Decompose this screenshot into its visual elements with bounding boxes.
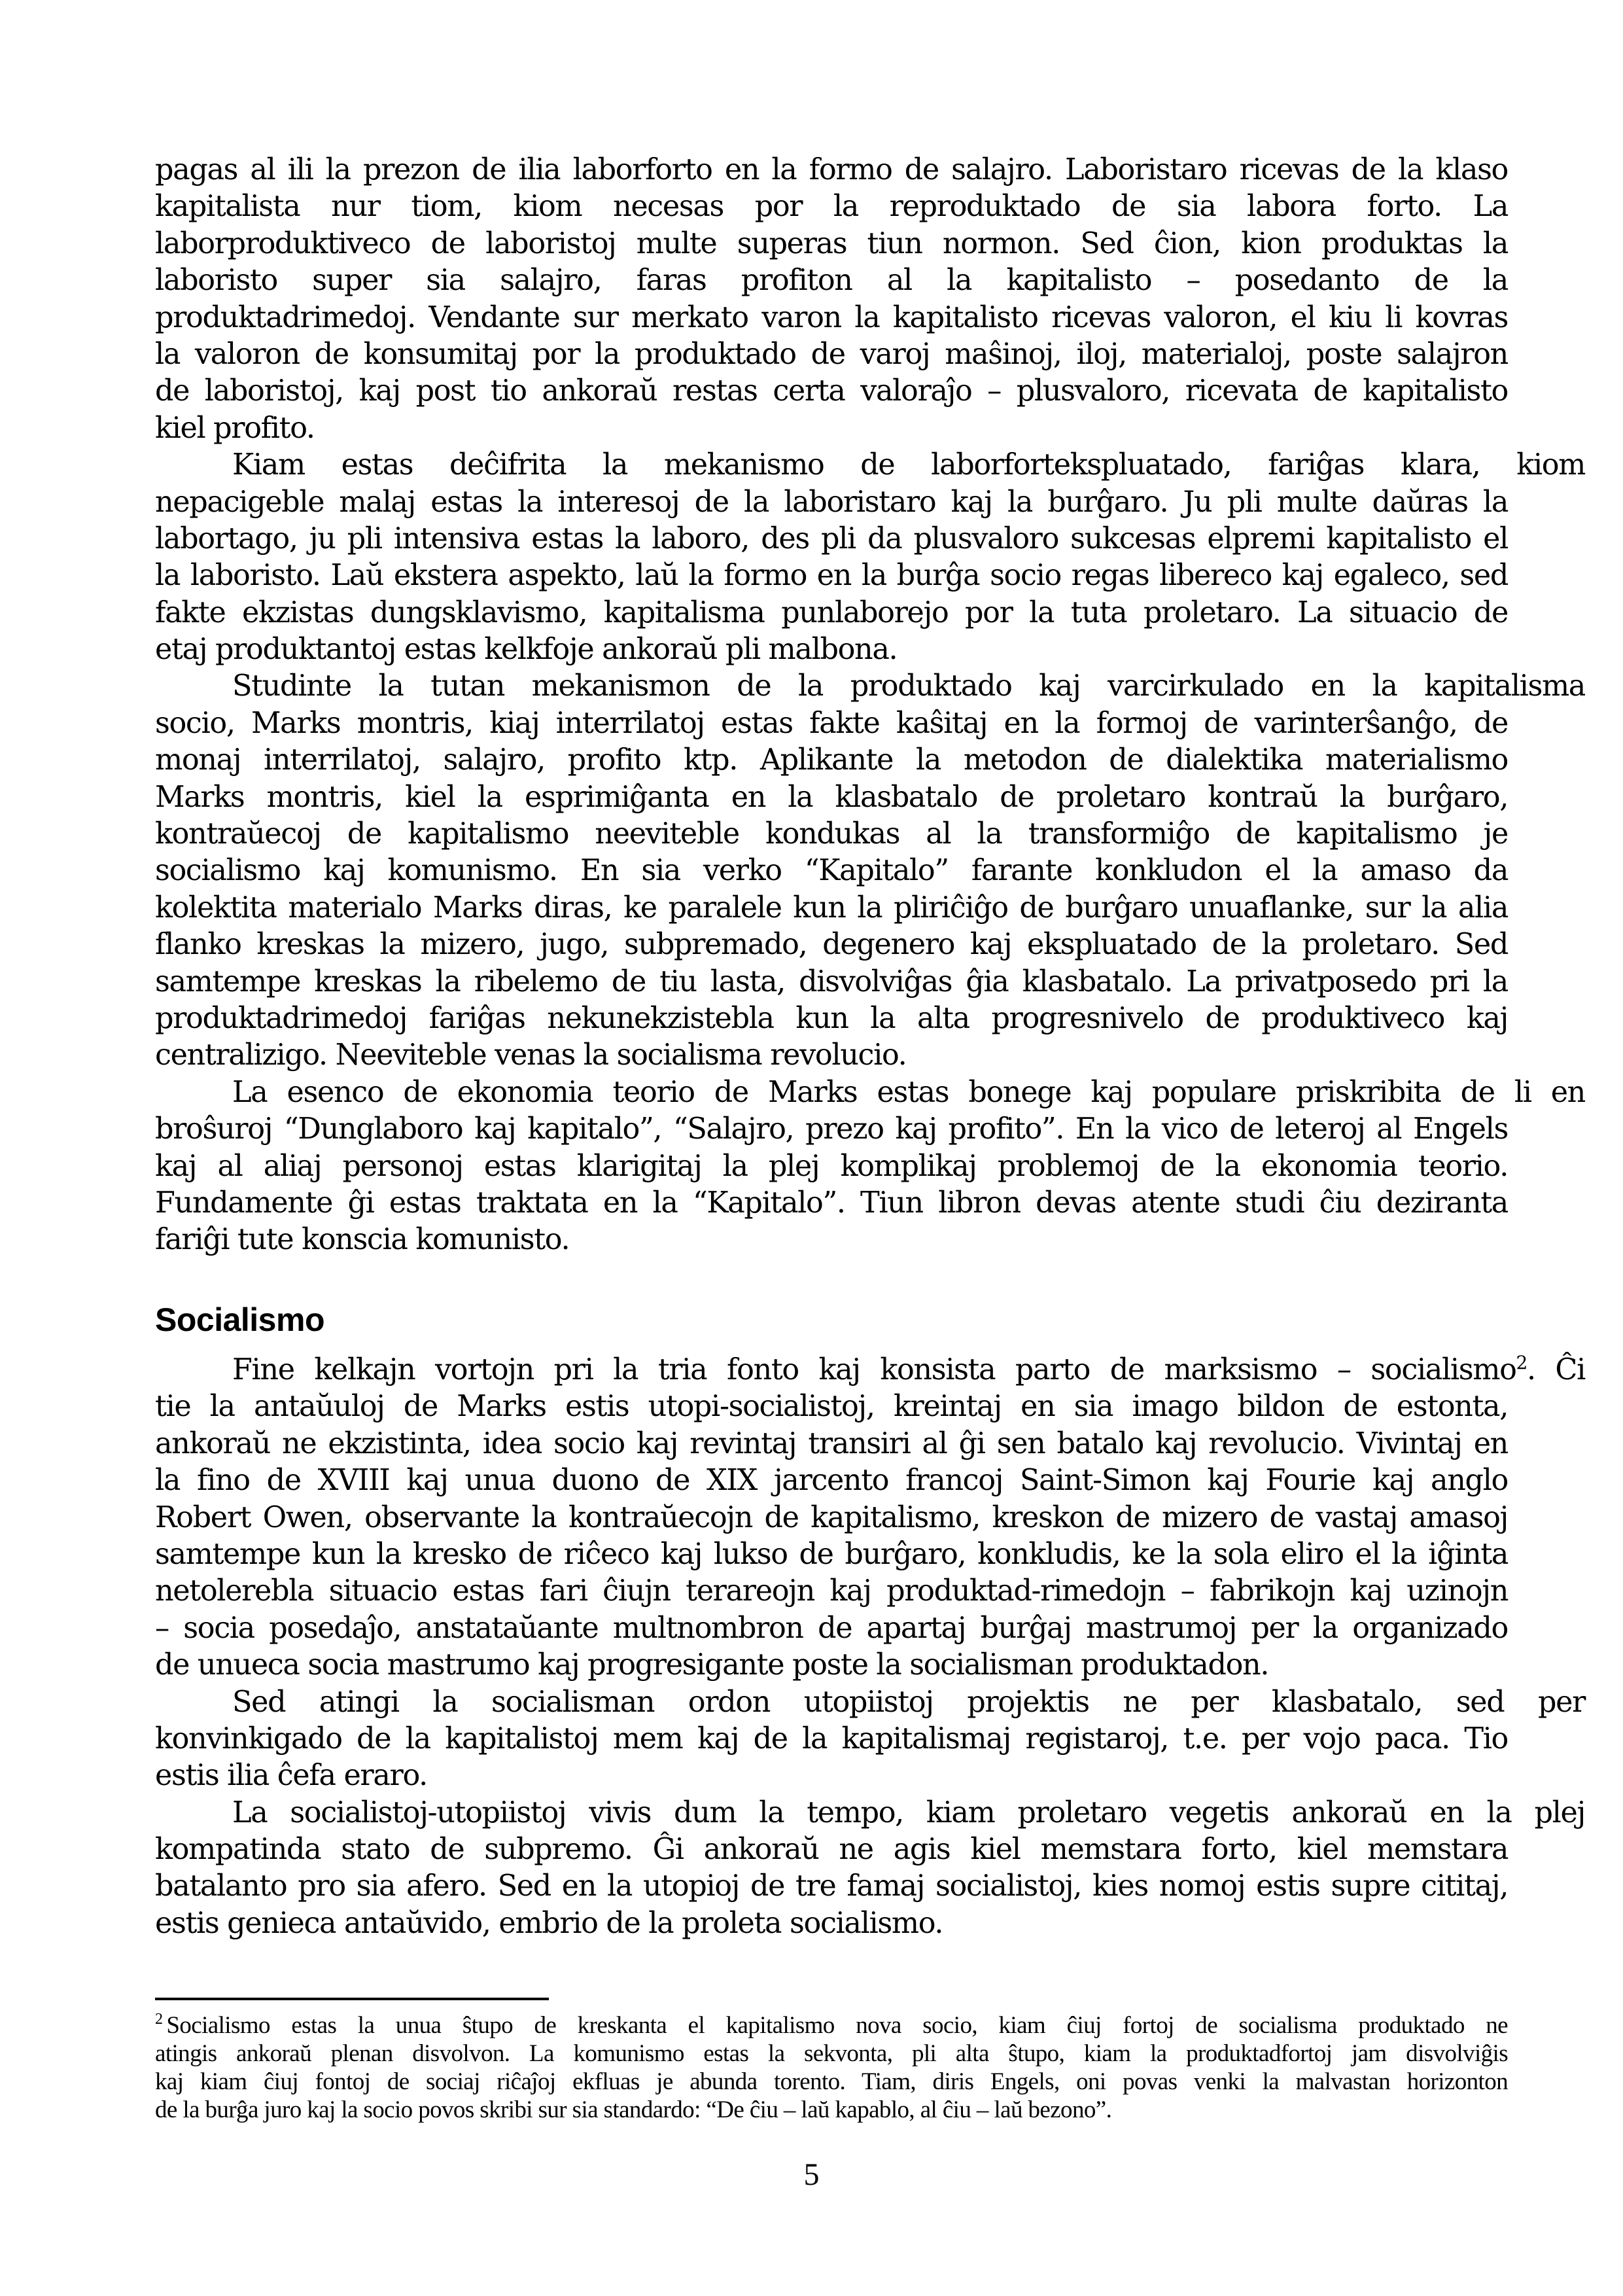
page-number: 5 — [803, 2157, 820, 2192]
text-line: kompatinda stato de subpremo. Ĝi ankoraŭ ne agis kiel memstara forto, kiel memstara — [155, 1833, 1508, 1867]
text-line: Robert Owen, observante la kontraŭecojn de kapitalismo, kreskon de mizero de vastaj amasoj — [155, 1500, 1508, 1534]
text-line: – socia posedaĵo, anstataŭante multnombron de apartaj burĝaj mastrumoj per la organizado — [155, 1611, 1508, 1645]
text-line: laborproduktiveco de laboristoj multe superas tiun normon. Sed ĉion, kion produktas la — [155, 226, 1508, 260]
text-line: tie la antaŭuloj de Marks estis utopi-socialistoj, kreintaj en sia imago bildon de estonta, — [155, 1390, 1508, 1424]
text-line: netolerebla situacio estas fari ĉiujn terareojn kaj produktad-rimedojn – fabrikojn kaj uzinojn — [155, 1574, 1508, 1608]
text-line: batalanto pro sia afero. Sed en la utopioj de tre famaj socialistoj, kies nomoj estis supre cititaj, — [155, 1869, 1508, 1903]
footnote-reference[interactable]: 2 — [1516, 1352, 1527, 1373]
footnote-mark: 2 — [155, 2011, 163, 2028]
text-line — [155, 1352, 1585, 1388]
footnote-line: atingis ankoraŭ plenan disvolvon. La komunismo estas la sekvonta, pli alta ŝtupo, kiam la produktadfortoj jam disvolviĝis — [155, 2040, 1508, 2067]
text-line: flanko kreskas la mizero, jugo, subpremado, degenero kaj ekspluatado de la proletaro. Sed — [155, 928, 1508, 962]
footnote-line: kaj kiam ĉiuj fontoj de sociaj riĉaĵoj ekfluas je abunda torento. Tiam, diris Engels, oni povas venki la malvastan horizonton — [155, 2068, 1508, 2095]
text-line: la fino de XVIII kaj unua duono de XIX jarcento francoj Saint-Simon kaj Fourie kaj anglo — [155, 1464, 1508, 1498]
paragraph-continuation — [155, 1388, 1508, 1684]
text-line: monaj interrilatoj, salajro, profito ktp. Aplikante la metodon de dialektika materialismo — [155, 743, 1508, 777]
paragraph — [155, 447, 1585, 668]
text-line: fakte ekzistas dungsklavismo, kapitalisma punlaborejo por la tuta proletaro. La situacio de — [155, 595, 1508, 629]
paragraph — [155, 152, 1508, 447]
footnote — [155, 2011, 1508, 2124]
text-line: produktadrimedoj fariĝas nekunekzistebla kun la alta progresnivelo de produktiveco kaj — [155, 1001, 1508, 1035]
text-line: kontraŭecoj de kapitalismo neeviteble kondukas al la transformiĝo de kapitalismo je — [155, 817, 1508, 851]
text-line: Studinte la tutan mekanismon de la produktado kaj varcirkulado en la kapitalisma — [232, 669, 1585, 703]
text-line: fariĝi tute konscia komunisto. — [155, 1223, 570, 1257]
text-fragment: Socialismo estas la unua ŝtupo de kreskanta el kapitalismo nova socio, kiam ĉiuj fortoj de socialisma produktado ne — [166, 2012, 1508, 2039]
text-line: kolektita materialo Marks diras, ke paralele kun la pliriĉiĝo de burĝaro unuaflanke, sur la alia — [155, 891, 1508, 925]
text-line: de unueca socia mastrumo kaj progresigante poste la socialisman produktadon. — [155, 1648, 1269, 1682]
text-line: labortago, ju pli intensiva estas la laboro, des pli da plusvaloro sukcesas elpremi kapitalisto el — [155, 521, 1508, 556]
footnote-line — [155, 2011, 1508, 2040]
section-heading-socialismo: Socialismo — [155, 1301, 324, 1338]
paragraph — [155, 1352, 1585, 1684]
text-line: kaj al aliaj personoj estas klarigitaj la plej komplikaj problemoj de la ekonomia teorio. — [155, 1149, 1508, 1183]
text-line: La socialistoj-utopiistoj vivis dum la tempo, kiam proletaro vegetis ankoraŭ en la plej — [232, 1795, 1585, 1829]
paragraph — [155, 1795, 1585, 1943]
text-line: estis ilia ĉefa eraro. — [155, 1759, 427, 1793]
text-line: la laboristo. Laŭ ekstera aspekto, laŭ la formo en la burĝa socio regas libereco kaj egaleco, sed — [155, 559, 1508, 593]
text-fragment: . Ĉi — [1526, 1353, 1585, 1386]
text-line: etaj produktantoj estas kelkfoje ankoraŭ pli malbona. — [155, 633, 898, 667]
text-line: Marks montris, kiel la esprimiĝanta en la klasbatalo de proletaro kontraŭ la burĝaro, — [155, 780, 1508, 814]
text-line: estis genieca antaŭvido, embrio de la proleta socialismo. — [155, 1906, 943, 1940]
text-line: produktadrimedoj. Vendante sur merkato varon la kapitalisto ricevas valoron, el kiu li kovras — [155, 300, 1508, 334]
paragraph — [155, 1684, 1585, 1795]
footnote-line: de la burĝa juro kaj la socio povos skribi sur sia standardo: “De ĉiu – laŭ kapablo, al ĉiu – laŭ bezono”. — [155, 2096, 1112, 2123]
text-line: de laboristoj, kaj post tio ankoraŭ restas certa valoraĵo – plusvaloro, ricevata de kapitalisto — [155, 374, 1508, 408]
text-line: pagas al ili la prezon de ilia laborforto en la formo de salajro. Laboristaro ricevas de la klaso — [155, 153, 1508, 186]
paragraph-group — [155, 1684, 1585, 1943]
text-line: socio, Marks montris, kiaj interrilatoj estas fakte kaŝitaj en la formoj de varinterŝanĝo, de — [155, 706, 1508, 740]
text-line: ankoraŭ ne ekzistinta, idea socio kaj revintaj transiri al ĝi sen batalo kaj revolucio. Vivintaj en — [155, 1426, 1508, 1460]
text-fragment: Fine kelkajn vortojn pri la tria fonto kaj konsista parto de marksismo – socialismo — [232, 1353, 1516, 1386]
text-line: Fundamente ĝi estas traktata en la “Kapitalo”. Tiun libron devas atente studi ĉiu deziranta — [155, 1186, 1508, 1220]
text-line: samtempe kun la kresko de riĉeco kaj lukso de burĝaro, konkludis, ke la sola eliro el la iĝinta — [155, 1537, 1508, 1571]
text-line: nepacigeble malaj estas la interesoj de la laboristaro kaj la burĝaro. Ju pli multe daŭras la — [155, 485, 1508, 519]
section-socialism — [155, 1352, 1585, 1942]
text-line: konvinkigado de la kapitalistoj mem kaj de la kapitalismaj registaroj, t.e. per vojo paca. Tio — [155, 1722, 1508, 1756]
text-line: kapitalista nur tiom, kiom necesas por la reproduktado de sia labora forto. La — [155, 190, 1508, 224]
text-line: centralizigo. Neeviteble venas la socialisma revolucio. — [155, 1038, 907, 1072]
footnote-continuation — [155, 2040, 1508, 2124]
text-line: samtempe kreskas la ribelemo de tiu lasta, disvolviĝas ĝia klasbatalo. La privatposedo pri la — [155, 964, 1508, 998]
text-line: Kiam estas deĉifrita la mekanismo de laborfortekspluatado, fariĝas klara, kiom — [232, 448, 1585, 482]
text-line: broŝuroj “Dunglaboro kaj kapitalo”, “Salajro, prezo kaj profito”. En la vico de leteroj al Engels — [155, 1112, 1508, 1146]
text-line: la valoron de konsumitaj por la produktado de varoj maŝinoj, iloj, materialoj, poste salajron — [155, 337, 1508, 371]
section-economic-theory — [155, 152, 1585, 1259]
text-line: socialismo kaj komunismo. En sia verko “Kapitalo” farante konkludon el la amaso da — [155, 854, 1508, 888]
paragraph — [155, 1074, 1585, 1259]
text-line: laboristo super sia salajro, faras profiton al la kapitalisto – posedanto de la — [155, 264, 1508, 298]
text-line: Sed atingi la socialisman ordon utopiistoj projektis ne per klasbatalo, sed per — [232, 1685, 1585, 1719]
text-line: La esenco de ekonomia teorio de Marks estas bonege kaj populare priskribita de li en — [232, 1075, 1585, 1109]
footnote-separator — [155, 1998, 549, 2000]
paragraph — [155, 668, 1585, 1074]
text-line: kiel profito. — [155, 411, 315, 445]
